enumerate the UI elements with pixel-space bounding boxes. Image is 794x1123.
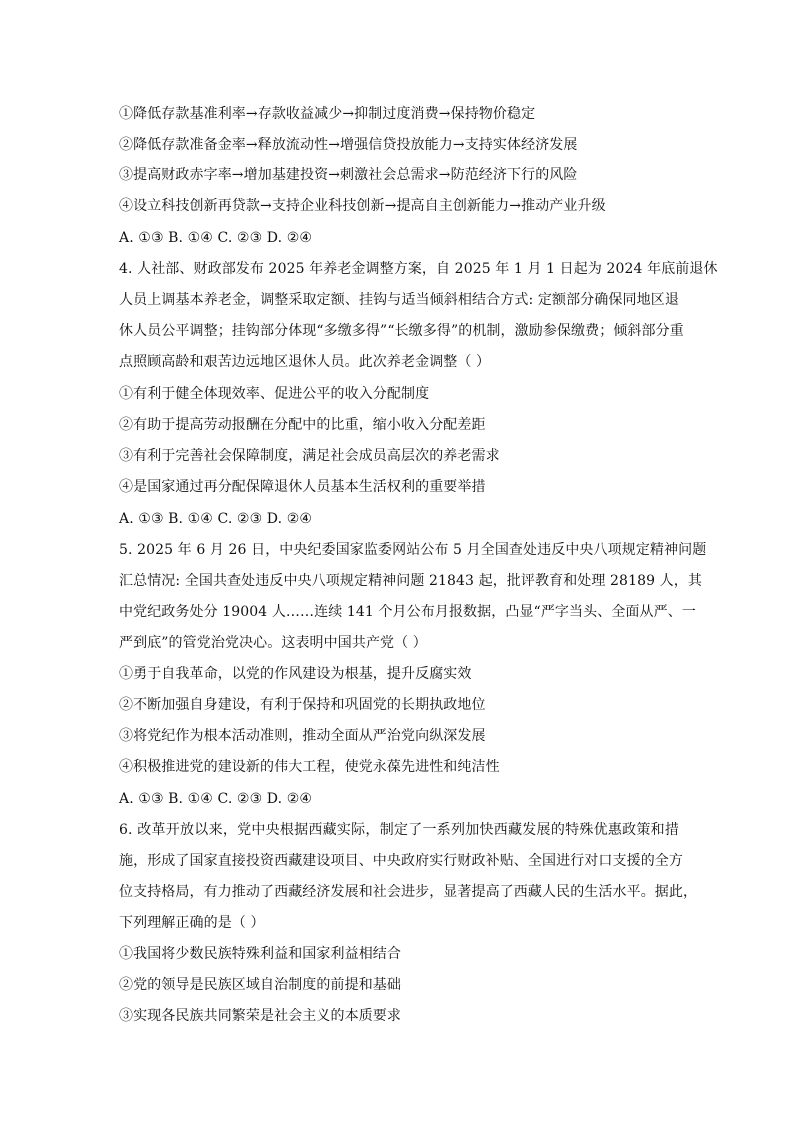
q3-option-2: ②降低存款准备金率→释放流动性→增强信贷投放能力→支持实体经济发展: [119, 137, 578, 153]
q5-stem-line-3: 中党纪政务处分 19004 人……连续 141 个月公布月报数据，凸显“严字当头、全面从严、一: [119, 604, 696, 620]
q5-option-4: ④积极推进党的建设新的伟大工程，使党永葆先进性和纯洁性: [119, 759, 500, 775]
q5-stem-line-2: 汇总情况: 全国共查处违反中央八项规定精神问题 21843 起，批评教育和处理 28189 人，其: [119, 573, 702, 589]
q5-answer-choices: A. ①③ B. ①④ C. ②③ D. ②④: [119, 791, 312, 807]
q6-option-3: ③实现各民族共同繁荣是社会主义的本质要求: [119, 1008, 401, 1024]
q3-answer-choices: A. ①③ B. ①④ C. ②③ D. ②④: [119, 230, 312, 246]
q4-stem-line-1: 4. 人社部、财政部发布 2025 年养老金调整方案，自 2025 年 1 月 1 日起为 2024 年底前退休: [119, 261, 718, 277]
q3-option-4: ④设立科技创新再贷款→支持企业科技创新→提高自主创新能力→推动产业升级: [119, 198, 606, 214]
q6-option-1: ①我国将少数民族特殊利益和国家利益相结合: [119, 946, 401, 962]
q4-answer-choices: A. ①③ B. ①④ C. ②③ D. ②④: [119, 511, 312, 527]
q3-option-3: ③提高财政赤字率→增加基建投资→刺激社会总需求→防范经济下行的风险: [119, 167, 578, 183]
q4-option-3: ③有利于完善社会保障制度，满足社会成员高层次的养老需求: [119, 448, 500, 464]
q6-option-2: ②党的领导是民族区域自治制度的前提和基础: [119, 977, 401, 993]
q6-stem-line-2: 施，形成了国家直接投资西藏建设项目、中央政府实行财政补贴、全国进行对口支援的全方: [119, 853, 683, 869]
q5-option-2: ②不断加强自身建设，有利于保持和巩固党的长期执政地位: [119, 697, 486, 713]
q4-stem-line-3: 休人员公平调整；挂钩部分体现“多缴多得”“长缴多得”的机制，激励参保缴费；倾斜部分重: [119, 323, 684, 339]
q5-option-1: ①勇于自我革命，以党的作风建设为根基，提升反腐实效: [119, 666, 472, 682]
q5-stem-line-1: 5. 2025 年 6 月 26 日，中央纪委国家监委网站公布 5 月全国查处违反中央八项规定精神问题: [119, 542, 707, 558]
q5-option-3: ③将党纪作为根本活动准则，推动全面从严治党向纵深发展: [119, 728, 486, 744]
q4-stem-line-2: 人员上调基本养老金，调整采取定额、挂钩与适当倾斜相结合方式: 定额部分确保同地区退: [119, 292, 679, 308]
q4-stem-line-4: 点照顾高龄和艰苦边远地区退休人员。此次养老金调整（ ）: [119, 354, 491, 370]
q4-option-2: ②有助于提高劳动报酬在分配中的比重，缩小收入分配差距: [119, 417, 486, 433]
q6-stem-line-1: 6. 改革开放以来，党中央根据西藏实际，制定了一系列加快西藏发展的特殊优惠政策和措: [119, 822, 679, 838]
q5-stem-line-4: 严到底”的管党治党决心。这表明中国共产党（ ）: [119, 635, 427, 651]
q6-stem-line-3: 位支持格局，有力推动了西藏经济发展和社会进步，显著提高了西藏人民的生活水平。据此，: [119, 884, 698, 900]
q6-stem-line-4: 下列理解正确的是（ ）: [119, 915, 265, 931]
q4-option-4: ④是国家通过再分配保障退休人员基本生活权利的重要举措: [119, 479, 486, 495]
q3-option-1: ①降低存款基准利率→存款收益减少→抑制过度消费→保持物价稳定: [119, 106, 536, 122]
q4-option-1: ①有利于健全体现效率、促进公平的收入分配制度: [119, 386, 430, 402]
